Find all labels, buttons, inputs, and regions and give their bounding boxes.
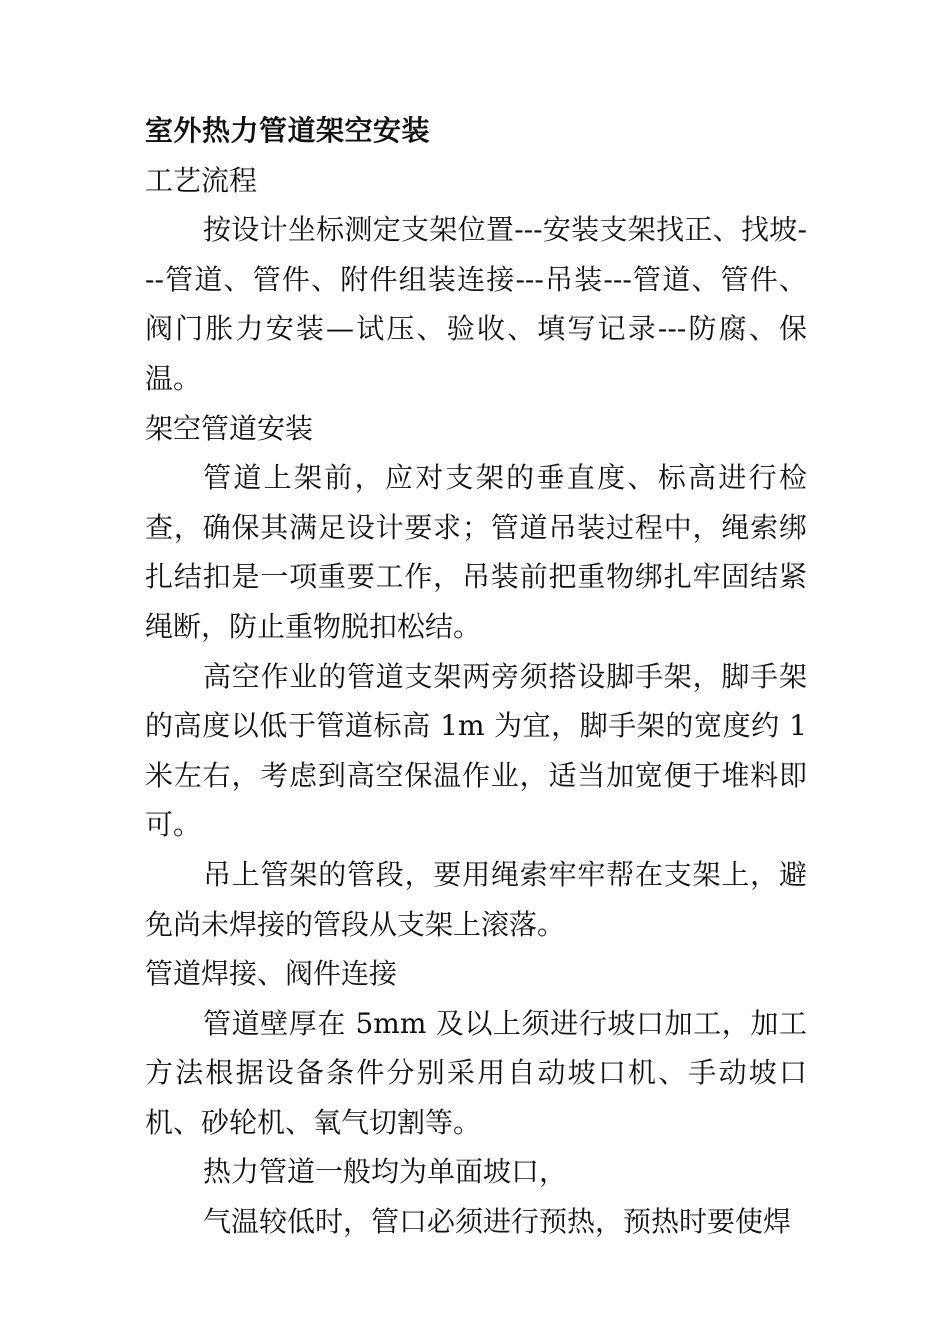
section-heading-welding-and-valve-connection: 管道焊接、阀件连接 [145,957,398,991]
paragraph-preheating: 气温较低时，管口必须进行预热，预热时要使焊 [203,1205,792,1239]
paragraph-scaffolding: 高空作业的管道支架两旁须搭设脚手架，脚手架的高度以低于管道标高 1m 为宜，脚手架的宽度约 1 米左右，考虑到高空保温作业，适当加宽便于堆料即可。 [145,659,807,842]
document-title: 室外热力管道架空安装 [145,114,431,147]
paragraph-single-side-bevel: 热力管道一般均为单面坡口， [203,1155,568,1189]
paragraph-bevel-processing: 管道壁厚在 5mm 及以上须进行坡口加工，加工方法根据设备条件分别采用自动坡口机、手动坡口机、砂轮机、氧气切割等。 [145,1006,807,1139]
document-page [145,106,807,1247]
paragraph-secure-pipe-sections: 吊上管架的管段，要用绳索牢牢帮在支架上，避免尚未焊接的管段从支架上滚落。 [145,857,807,941]
paragraph-pre-lifting-check: 管道上架前，应对支架的垂直度、标高进行检查，确保其满足设计要求；管道吊装过程中，绳索绑扎结扣是一项重要工作，吊装前把重物绑扎牢固结紧绳断，防止重物脱扣松结。 [145,461,807,643]
paragraph-process-flow: 按设计坐标测定支架位置---安装支架找正、找坡---管道、管件、附件组装连接---吊装---管道、管件、阀门胀力安装—试压、验收、填写记录---防腐、保温。 [145,213,807,395]
section-heading-overhead-pipe-installation: 架空管道安装 [145,411,314,445]
section-heading-process-flow: 工艺流程 [145,163,258,197]
